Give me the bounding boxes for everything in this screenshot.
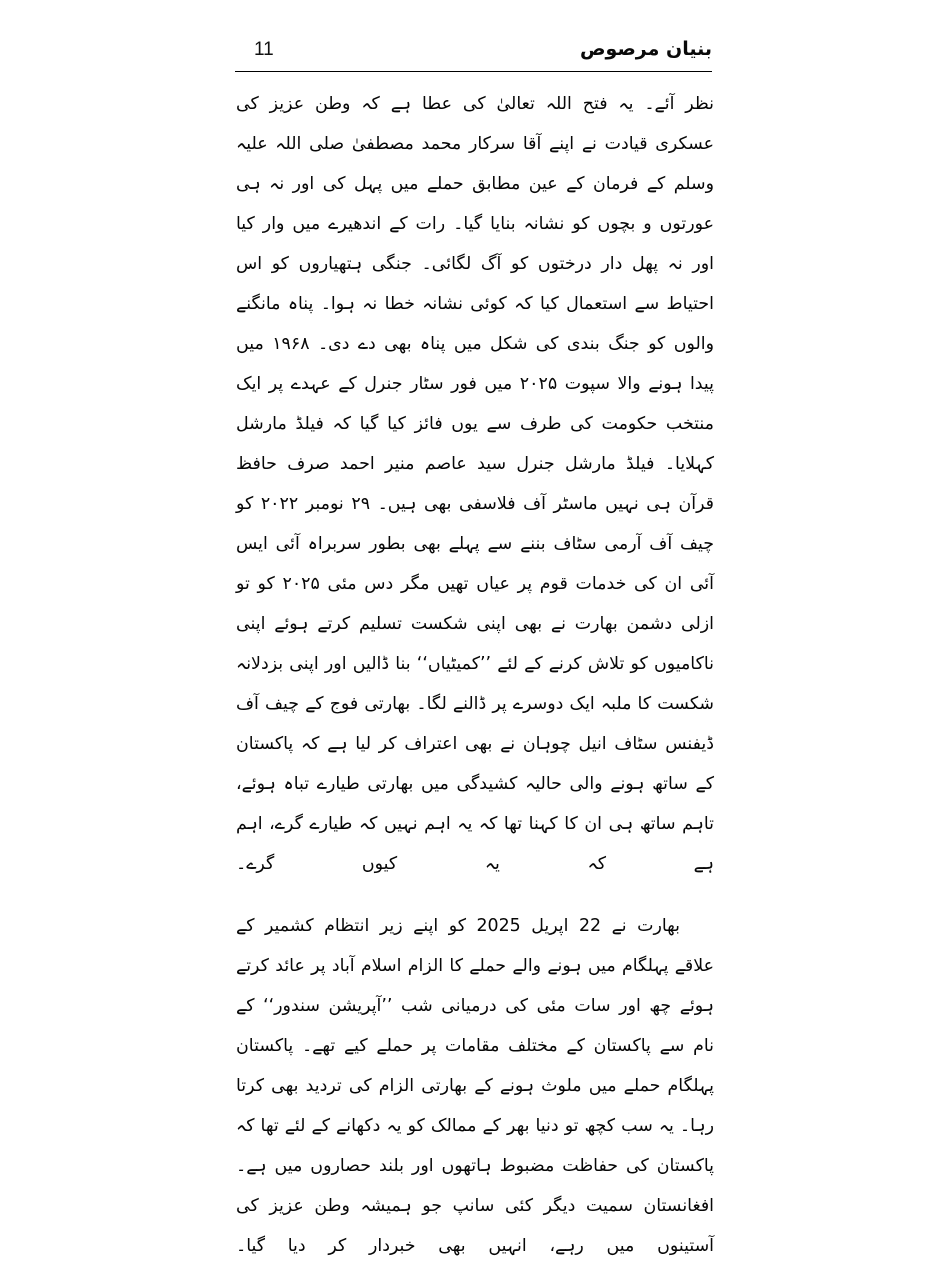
- running-head: [236, 36, 712, 66]
- paragraph-2: بھارت نے 22 اپریل 2025 کو اپنے زیر انتظام کشمیر کے علاقے پہلگام میں ہونے والے حملے کا الزام اسلام آباد پر عائد کرتے ہوئے چھ اور سات مئی کی درمیانی شب ’’آپریشن سندور‘‘ کے نام سے پاکستان کے مختلف مقامات پر حملے کیے تھے۔ پاکستان پہلگام حملے میں ملوث ہونے کے بھارتی الزام کی تردید بھی کرتا رہا۔ یہ سب کچھ تو دنیا بھر کے ممالک کو یہ دکھانے کے لئے تھا کہ پاکستان کی حفاظت مضبوط ہاتھوں اور بلند حصاروں میں ہے۔ افغانستان سمیت دیگر کئی سانپ جو ہمیشہ وطن عزیز کی آستینوں میں رہے، انہیں بھی خبردار کر دیا گیا۔: [236, 916, 714, 1256]
- header-divider-rule: [235, 71, 712, 72]
- body-text-block: [236, 84, 714, 1266]
- book-title: بنیان مرصوص: [579, 38, 712, 60]
- paragraph-1: نظر آئے۔ یہ فتح اللہ تعالیٰ کی عطا ہے کہ وطن عزیز کی عسکری قیادت نے اپنے آقا سرکار محمد مصطفیٰ صلی اللہ علیہ وسلم کے فرمان کے عین مطابق حملے میں پہل کی اور نہ ہی عورتوں و بچوں کو نشانہ بنایا گیا۔ رات کے اندھیرے میں وار کیا اور نہ پھل دار درختوں کو آگ لگائی۔ جنگی ہتھیاروں کو اس احتیاط سے استعمال کیا کہ کوئی نشانہ خطا نہ ہوا۔ پناہ مانگنے والوں کو جنگ بندی کی شکل میں پناہ بھی دے دی۔ ۱۹۶۸ میں پیدا ہونے والا سپوت ۲۰۲۵ میں فور سٹار جنرل کے عہدے پر ایک منتخب حکومت کی طرف سے یوں فائز کیا گیا کہ فیلڈ مارشل کہلایا۔ فیلڈ مارشل جنرل سید عاصم منیر احمد صرف حافظ قرآن ہی نہیں ماسٹر آف فلاسفی بھی ہیں۔ ۲۹ نومبر ۲۰۲۲ کو چیف آف آرمی سٹاف بننے سے پہلے بھی بطور سربراہ آئی ایس آئی ان کی خدمات قوم پر عیاں تھیں مگر دس مئی ۲۰۲۵ کو تو ازلی دشمن بھارت نے بھی اپنی شکست تسلیم کرتے ہوئے اپنی ناکامیوں کو تلاش کرنے کے لئے ’’کمیٹیاں‘‘ بنا ڈالیں اور اپنی بزدلانہ شکست کا ملبہ ایک دوسرے پر ڈالنے لگا۔ بھارتی فوج کے چیف آف ڈیفنس سٹاف انیل چوہان نے بھی اعتراف کر لیا ہے کہ پاکستان کے ساتھ ہونے والی حالیہ کشیدگی میں بھارتی طیارے تباہ ہوئے، تاہم ساتھ ہی ان کا کہنا تھا کہ یہ اہم نہیں کہ طیارے گرے، اہم ہے کہ یہ کیوں گرے۔: [236, 94, 715, 874]
- page-number: 11: [254, 39, 274, 60]
- running-head-inner: [236, 36, 712, 66]
